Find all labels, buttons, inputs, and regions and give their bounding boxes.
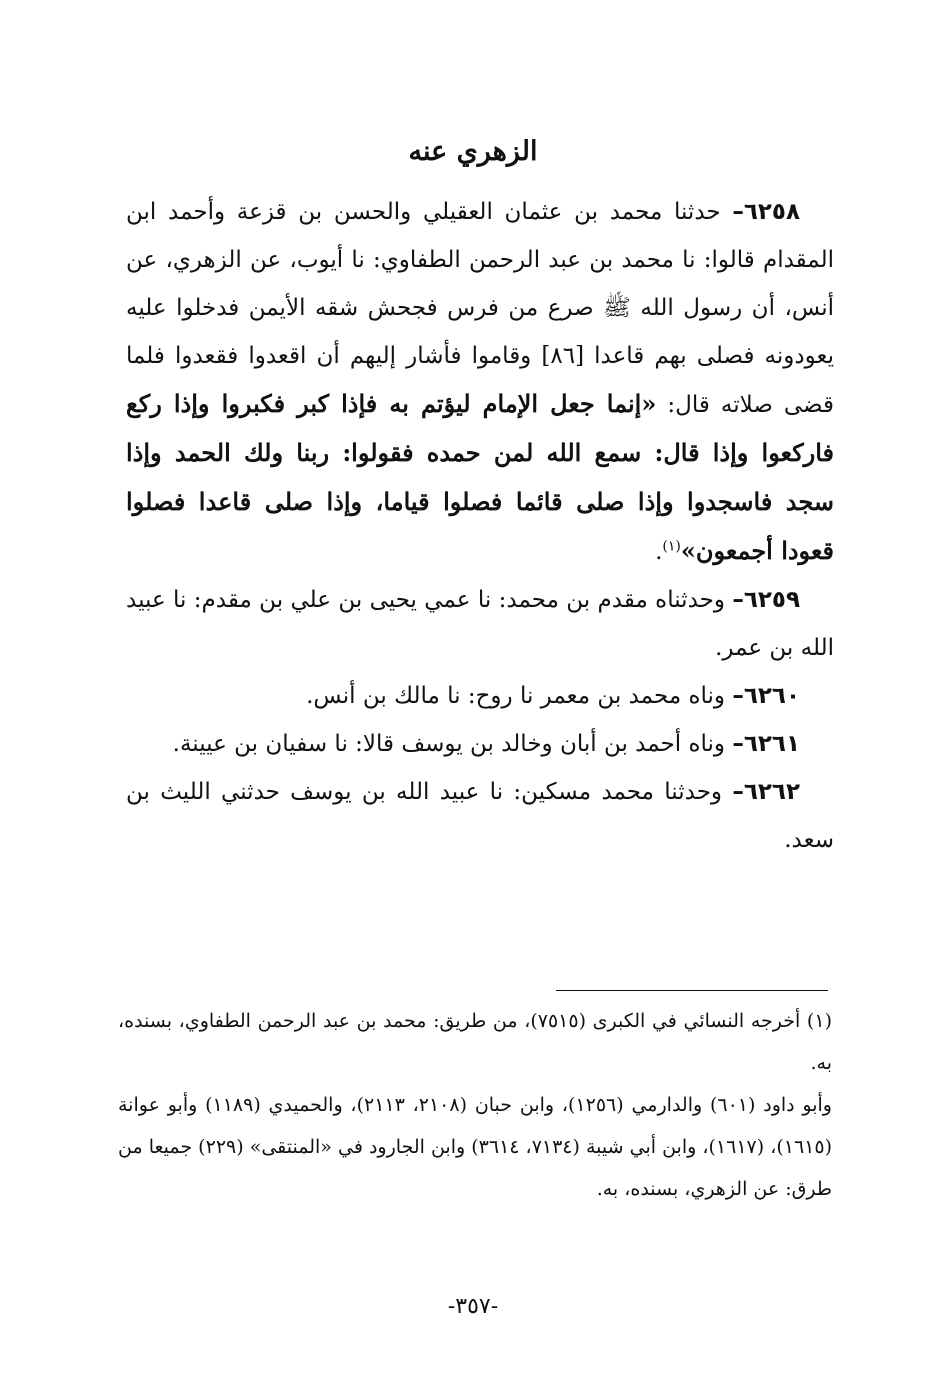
entry-text: وناه محمد بن معمر نا روح: نا مالك بن أنس. [306, 683, 726, 709]
entry-6259 [126, 576, 834, 672]
page-number: -٣٥٧- [447, 1294, 499, 1319]
entry-end: . [655, 539, 663, 565]
footnotes [118, 1000, 832, 1210]
footnote-1-continued: وأبو داود (٦٠١) والدارمي (١٢٥٦)، وابن حبان (٢١٠٨، ٢١١٣)، والحميدي (١١٨٩) وأبو عوانة (١٦١٥)، (١٦١٧)، وابن أبي شيبة (٧١٣٤، ٣٦١٤) وابن الجارود في «المنتقى» (٢٢٩) جميعا من طرق: عن الزهري، بسنده، به. [118, 1094, 833, 1200]
hadith-text: «إنما جعل الإمام ليؤتم به فإذا كبر فكبروا وإذا ركع فاركعوا وإذا قال: سمع الله لمن حمده فقولوا: ربنا ولك الحمد وإذا سجد فاسجدوا وإذا صلى قائما فصلوا قياما، وإذا صلى قاعدا فصلوا قعودا أجمعون» [126, 389, 834, 565]
section-heading: الزهري عنه [408, 136, 538, 167]
entry-text: حدثنا محمد بن عثمان العقيلي والحسن بن قزعة وأحمد ابن المقدام قالوا: نا محمد بن عبد الرحمن الطفاوي: نا أيوب، عن الزهري، عن أنس، أن رسول الله ﷺ صرع من فرس فجحش شقه الأيمن فدخلوا عليه يعودونه فصلى بهم قاعدا [٨٦] وقاموا فأشار إليهم أن اقعدوا فقعدوا فلما قضى صلاته قال: [126, 199, 834, 418]
entry-number: ٦٢٦٠– [732, 683, 800, 709]
footnote-divider [556, 990, 828, 991]
entry-number: ٦٢٦١– [732, 731, 800, 757]
entry-number: ٦٢٥٨– [732, 199, 800, 225]
entry-number: ٦٢٥٩– [732, 587, 801, 613]
entry-text: وحدثنا محمد مسكين: نا عبيد الله بن يوسف حدثني الليث بن سعد. [126, 779, 834, 853]
entry-6260 [126, 672, 834, 720]
footnote-1: (١) أخرجه النسائي في الكبرى (٧٥١٥)، من طريق: محمد بن عبد الرحمن الطفاوي، بسنده، به. [118, 1010, 832, 1074]
entry-6262 [126, 768, 834, 864]
main-text [126, 188, 834, 864]
entry-number: ٦٢٦٢– [732, 779, 800, 805]
entry-6261 [126, 720, 834, 768]
footnote-reference: (١) [662, 538, 681, 555]
entry-text: وناه أحمد بن أبان وخالد بن يوسف قالا: نا سفيان بن عيينة. [172, 731, 726, 757]
entry-6258 [126, 188, 834, 576]
entry-text: وحدثناه مقدم بن محمد: نا عمي يحيى بن علي بن مقدم: نا عبيد الله بن عمر. [126, 587, 834, 661]
